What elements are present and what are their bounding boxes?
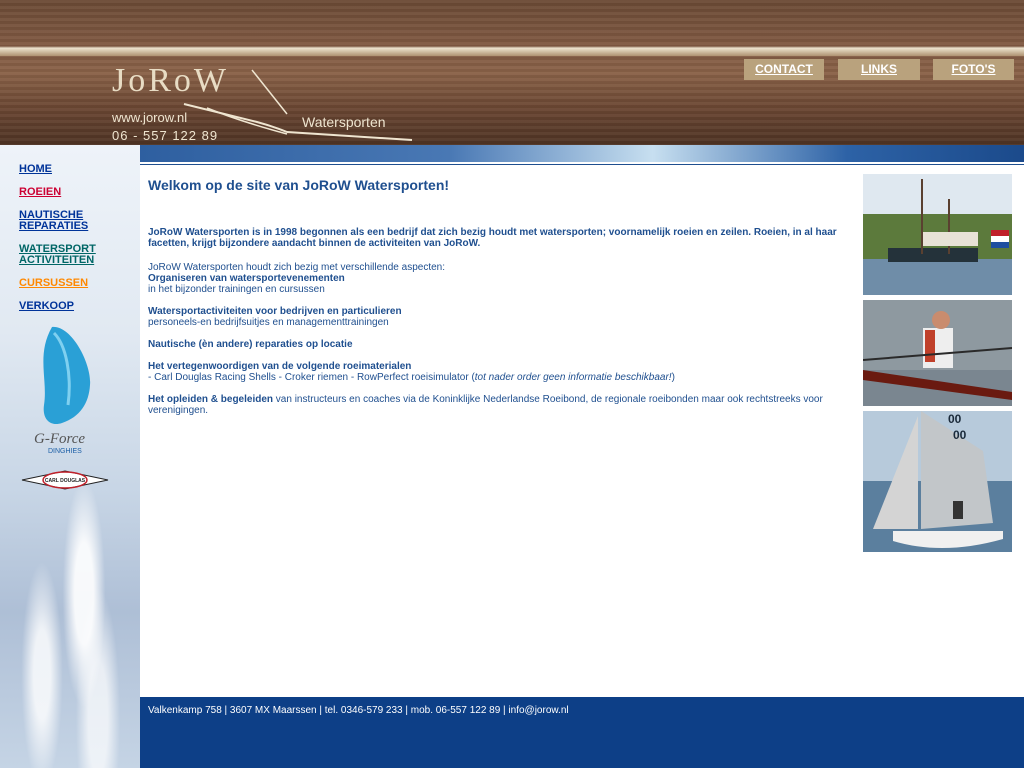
gforce-text: G-Force <box>34 431 86 447</box>
page-title: Welkom op de site van JoRoW Watersporten! <box>148 177 450 193</box>
carl-douglas-icon <box>20 470 110 490</box>
aspect4-title: Het vertegenwoordigen van de volgende roeimaterialen <box>148 361 412 372</box>
aspect4-note: tot nader order geen informatie beschikbaar! <box>474 372 672 383</box>
header-shine <box>0 48 1024 56</box>
sidebar-item-verkoop[interactable]: VERKOOP <box>19 300 75 312</box>
aspect2-title: Watersportactiviteiten voor bedrijven en particulieren <box>148 306 402 317</box>
footer-contact-info: Valkenkamp 758 | 3607 MX Maarssen | tel. 0346-579 233 | mob. 06-557 122 89 | info@jorow.nl <box>148 705 569 716</box>
gforce-subtext: DINGHIES <box>48 448 82 455</box>
aspects-block <box>148 262 848 295</box>
sidebar-item-cursussen[interactable]: CURSUSSEN <box>19 277 89 289</box>
sidebar-item-home[interactable]: HOME <box>19 163 52 175</box>
nav-contact[interactable]: CONTACT <box>744 59 824 80</box>
aspect2-text: personeels-en bedrijfsuitjes en managementtrainingen <box>148 317 389 328</box>
gforce-dinghies-logo[interactable] <box>32 325 96 455</box>
aspect3-title: Nautische (èn andere) reparaties op locatie <box>148 339 353 350</box>
intro-paragraph: JoRoW Watersporten is in 1998 begonnen als een bedrijf dat zich bezig houdt met watersporten; voornamelijk roeien en zeilen. Roeien, in al haar facetten, krijgt bijzondere aandacht binnen de activiteiten van JoRoW. <box>148 227 837 249</box>
sidebar-item-nautische-reparaties[interactable]: NAUTISCHE REPARATIES <box>19 209 89 232</box>
sidebar-item-roeien[interactable]: ROEIEN <box>19 186 62 198</box>
svg-text:00: 00 <box>953 428 967 442</box>
sidebar-item-watersport-activiteiten[interactable]: WATERSPORT ACTIVITEITEN <box>19 243 96 266</box>
logo-url: www.jorow.nl <box>112 110 188 125</box>
site-footer <box>140 697 1024 768</box>
photo-dinghy <box>863 411 1012 552</box>
gforce-sail-icon <box>32 325 96 455</box>
site-header <box>0 0 1024 145</box>
aspect5-text: van instructeurs en coaches via de Koninklijke Nederlandse Roeibond, de regionale roeibonden maar ook rechtstreeks voor verenigingen. <box>148 394 823 416</box>
aspect2-block <box>148 306 848 328</box>
rower-image <box>863 300 1012 406</box>
aspect4-block <box>148 361 848 383</box>
jorow-logo[interactable] <box>112 62 422 144</box>
aspect4-text: - Carl Douglas Racing Shells - Croker riemen - RowPerfect roeisimulator ( <box>148 372 475 383</box>
photo-rower <box>863 300 1012 406</box>
top-navigation <box>744 59 1014 80</box>
logo-phone: 06 - 557 122 89 <box>112 128 219 143</box>
logo-brand: JoRoW <box>112 62 229 99</box>
aspects-intro: JoRoW Watersporten houdt zich bezig met verschillende aspecten: <box>148 262 445 273</box>
carl-douglas-logo[interactable] <box>20 470 110 490</box>
sailboat-harbor-image <box>863 174 1012 295</box>
aspect1-text: in het bijzonder trainingen en cursussen <box>148 284 325 295</box>
aspect5-block <box>148 394 848 416</box>
sidebar <box>0 145 140 768</box>
main-content <box>148 176 848 427</box>
header-blue-bar <box>140 145 1024 162</box>
nav-fotos[interactable]: FOTO'S <box>933 59 1014 80</box>
sidebar-nav <box>19 164 129 324</box>
aspect4-close: ) <box>671 372 675 383</box>
carl-douglas-text: CARL DOUGLAS <box>44 478 86 484</box>
photo-sailboat-harbor <box>863 174 1012 295</box>
dinghy-image <box>863 411 1012 552</box>
aspect1-title: Organiseren van watersportevenementen <box>148 273 345 284</box>
logo-subtitle: Watersporten <box>302 114 386 130</box>
aspect5-title: Het opleiden & begeleiden <box>148 394 274 405</box>
svg-text:00: 00 <box>948 412 962 426</box>
nav-links[interactable]: LINKS <box>838 59 920 80</box>
